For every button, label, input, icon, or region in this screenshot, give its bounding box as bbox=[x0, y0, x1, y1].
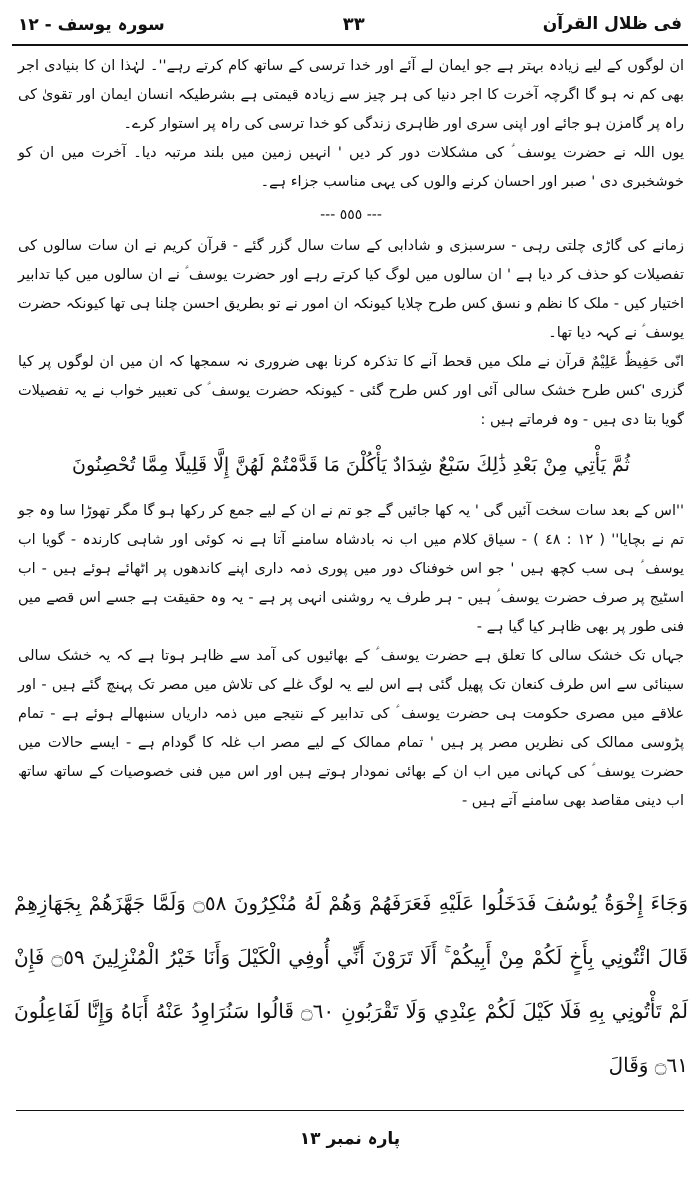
section-separator: --- ٥٥٥ --- bbox=[320, 207, 382, 223]
quoted-ayah: ثُمَّ يَأْتِي مِنْ بَعْدِ ذَٰلِكَ سَبْعٌ شِدَادٌ يَأْكُلْنَ مَا قَدَّمْتُمْ لَهُنَّ إِلَّا قَلِيلًا مِمَّا تُحْصِنُونَ bbox=[72, 454, 630, 476]
paragraph: یوں اللہ نے حضرت یوسف ؑ کی مشکلات دور کر دیں ' انہیں زمین میں بلند مرتبہ دیا۔ آخرت میں ان کو خوشخبری دی ' صبر اور احسان کرنے والوں کی یہی مناسب جزاء ہے۔ bbox=[18, 145, 684, 190]
paragraph: جہاں تک خشک سالی کا تعلق ہے حضرت یوسف ؑ کے بھائیوں کی آمد سے ظاہر ہوتا ہے کہ یہ خشک سالی سینائی سے اس طرف کنعان تک پھیل گئی ہے اس لیے یہ لوگ غلے کی تلاش میں مصر تک پہنچ گئے ہیں - اور علاقے میں مصری حکومت ہی حضرت یوسف ؑ کی تدابیر کے نتیجے میں ذمہ داریاں سنبھالے ہوئے ہے - تمام پڑوسی ممالک کی نظریں مصر پر ہیں ' تمام ممالک کے لیے مصر اب غلہ کا گودام ہے - ایسے حالات میں حضرت یوسف ؑ کی کہانی میں اب ان کے بھائی نمودار ہوتے ہیں اور اس میں فنی خصوصیات کے ساتھ ساتھ اب دینی مقاصد بھی سامنے آتے ہیں - bbox=[18, 648, 684, 809]
body-text bbox=[18, 52, 684, 816]
surah-label: سورہ یوسف - ١٢ bbox=[18, 14, 165, 35]
footer-rule bbox=[16, 1110, 684, 1111]
book-title: فی ظلال القرآن bbox=[542, 14, 682, 34]
header-rule bbox=[12, 44, 688, 46]
paragraph: زمانے کی گاڑی چلتی رہی - سرسبزی و شادابی کے سات سال گزر گئے - قرآن کریم نے ان سات سالوں کی تفصیلات کو حذف کر دیا ہے ' ان سالوں میں لوگ کیا کرتے رہے اور حضرت یوسف ؑ نے ان سالوں میں کیا تدابیر اختیار کیں - ملک کا نظم و نسق کس طرح چلایا کیونکہ ان امور نے تو بطریق احسن چلنا ہی تھا کیونکہ حضرت یوسف ؑ نے کہہ دیا تھا۔ bbox=[18, 238, 684, 341]
page-header bbox=[18, 6, 682, 42]
paragraph: ان لوگوں کے لیے زیادہ بہتر ہے جو ایمان لے آئے اور خدا ترسی کے ساتھ کام کرتے رہے''۔ لہٰذا ان کا بنیادی اجر بھی کم نہ ہو گا اگرچہ آخرت کا اجر دنیا کی ہر چیز سے زیادہ قیمتی ہے بشرطیکہ انسان ایمان اور تقویٰ کی راہ پر گامزن ہو جائے اور اپنی سری اور ظاہری زندگی کو خدا ترسی کی راہ پر استوار کرے۔ bbox=[18, 58, 684, 132]
quran-verses-block: وَجَاءَ إِخْوَةُ يُوسُفَ فَدَخَلُوا عَلَيْهِ فَعَرَفَهُمْ وَهُمْ لَهُ مُنْكِرُونَ ۝٥٨ وَلَمَّا جَهَّزَهُمْ بِجَهَازِهِمْ قَالَ ائْتُونِي بِأَخٍ لَكُمْ مِنْ أَبِيكُمْ ۚ أَلَا تَرَوْنَ أَنِّي أُوفِي الْكَيْلَ وَأَنَا خَيْرُ الْمُنْزِلِينَ ۝٥٩ فَإِنْ لَمْ تَأْتُونِي بِهِ فَلَا كَيْلَ لَكُمْ عِنْدِي وَلَا تَقْرَبُونِ ۝٦٠ قَالُوا سَنُرَاوِدُ عَنْهُ أَبَاهُ وَإِنَّا لَفَاعِلُونَ ۝٦١ وَقَالَ bbox=[14, 891, 688, 1077]
page-number: ٣٣ bbox=[342, 13, 365, 35]
paragraph: انّی حَفِیظٌ عَلِیْمٌ قرآن نے ملک میں قحط آنے کا تذکرہ کرنا بھی ضروری نہ سمجھا کہ ان میں ان لوگوں پر کیا گزری 'کس طرح خشک سالی آئی اور کس طرح گئی - کیونکہ حضرت یوسف ؑ کی تعبیر خواب نے یہ تفصیلات گویا بتا دی ہیں - وہ فرماتے ہیں : bbox=[18, 354, 684, 428]
paragraph: ''اس کے بعد سات سخت آئیں گی ' یہ کھا جائیں گے جو تم نے ان کے لیے جمع کر رکھا ہو گا مگر تھوڑا سا وہ جو تم نے بچایا'' ( ١٢ : ٤٨ ) - سیاق کلام میں اب نہ بادشاہ سامنے آتا ہے نہ کوئی اور شاہی کارندہ - گویا اب یوسف ؑ ہی سب کچھ ہیں ' جو اس خوفناک دور میں پوری ذمہ داری اپنے کاندھوں پر اٹھائے ہوئے ہیں - اب اسٹیج پر صرف حضرت یوسف ؑ ہیں - ہر طرف یہ روشنی انہی پر ہے - یہ وہ حقیقت ہے جسے اس قصے میں فنی طور پر بھی ظاہر کیا گیا ہے - bbox=[18, 503, 684, 635]
page-footer: پارہ نمبر ١٣ bbox=[299, 1129, 401, 1149]
